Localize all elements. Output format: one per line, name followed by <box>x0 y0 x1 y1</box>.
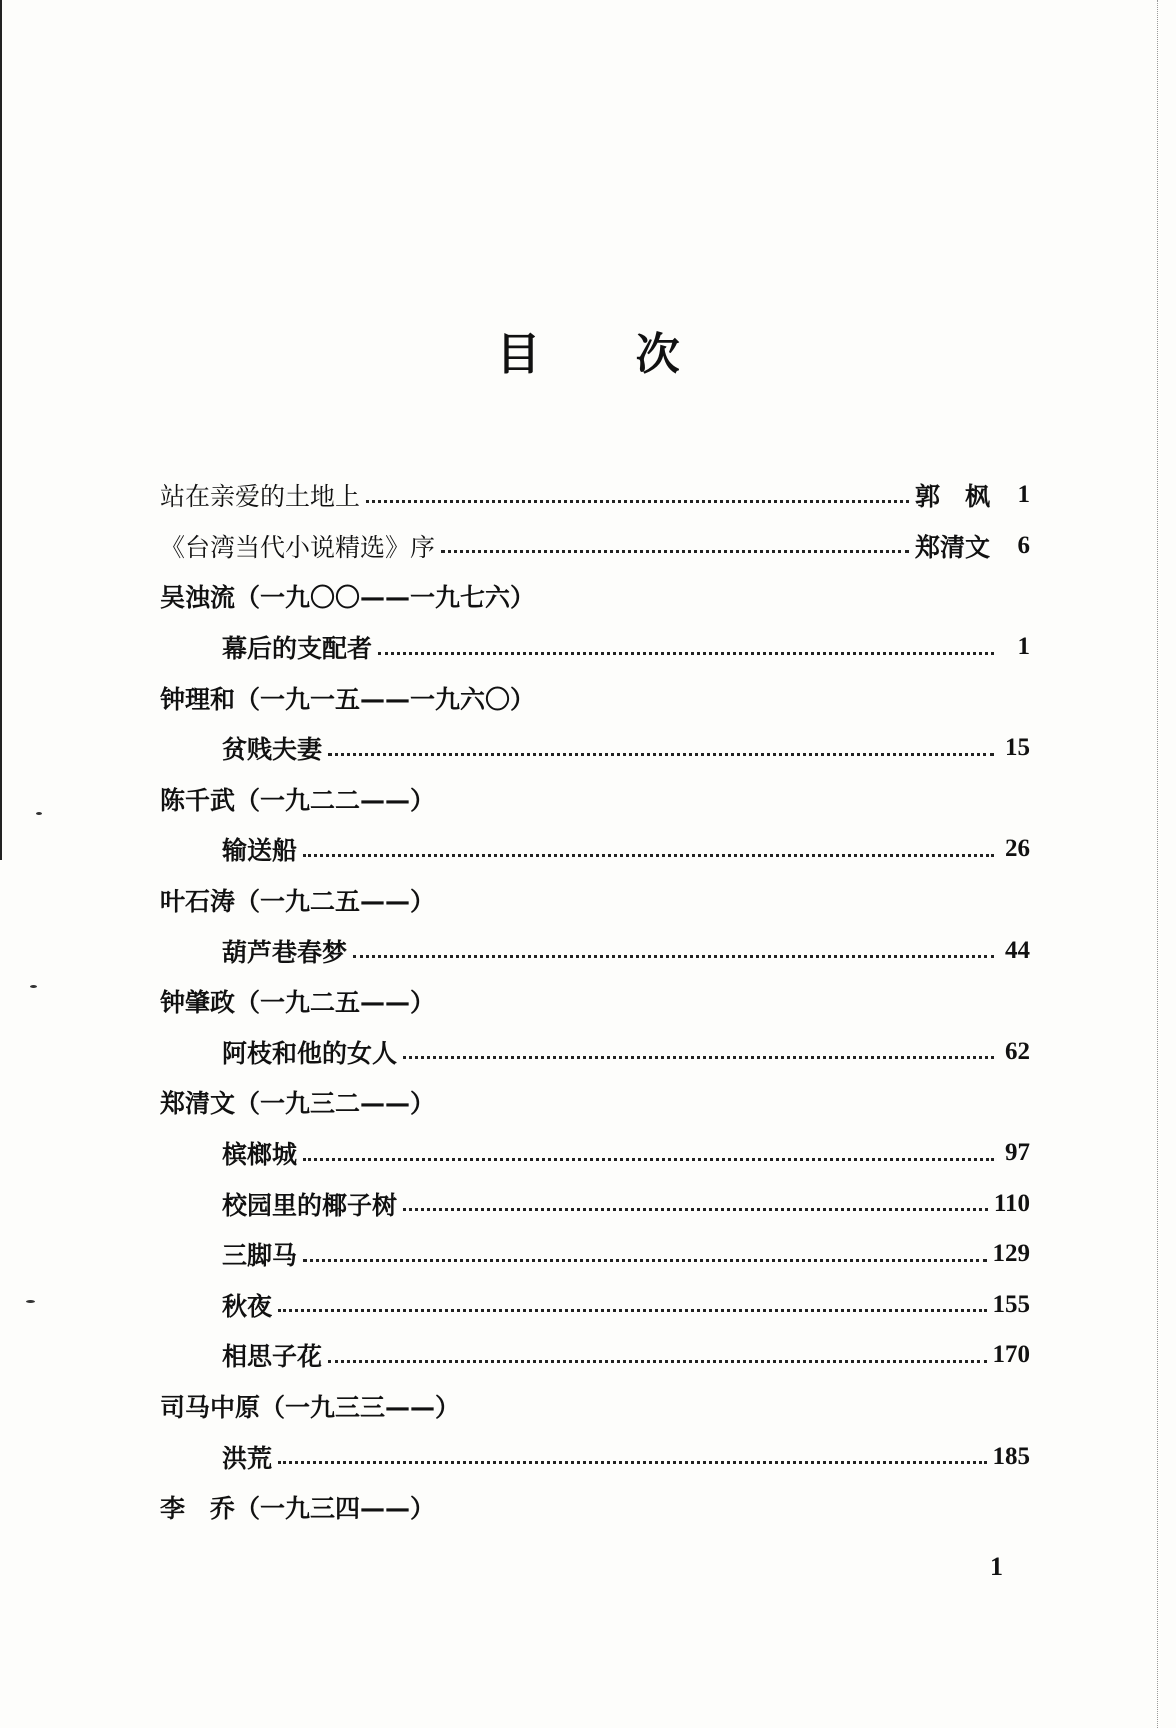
entry-page: 62 <box>1005 1037 1030 1065</box>
author-years: （一九二五——） <box>235 887 436 917</box>
dot-leader <box>403 1208 988 1211</box>
entry-title: 三脚马 <box>222 1241 298 1271</box>
entry-page: 170 <box>992 1341 1030 1369</box>
dot-leader <box>328 1360 986 1363</box>
toc-work-row[interactable] <box>160 1330 1030 1381</box>
author-years: （一九二五——） <box>235 988 436 1018</box>
entry-title: 相思子花 <box>222 1342 323 1372</box>
entry-page: 1 <box>1017 481 1030 509</box>
author-years: （一九一五——一九六〇） <box>235 684 536 714</box>
toc-work-row[interactable] <box>160 1431 1030 1482</box>
toc-author-row[interactable] <box>160 875 1030 926</box>
entry-page: 6 <box>1017 531 1030 559</box>
scan-speck <box>36 812 42 815</box>
author-name: 叶石涛 <box>160 887 236 917</box>
scan-edge <box>1156 0 1158 1728</box>
entry-title: 贫贱夫妻 <box>222 735 323 765</box>
author-years: （一九二二——） <box>235 785 436 815</box>
entry-title: 《台湾当代小说精选》序 <box>160 532 436 562</box>
toc-author-row[interactable] <box>160 774 1030 825</box>
dot-leader <box>353 955 994 958</box>
toc-front-row[interactable] <box>160 470 1030 521</box>
page-title: 目 次 <box>496 329 720 380</box>
entry-credit: 郭 枫 <box>914 482 990 512</box>
dot-leader <box>328 753 994 756</box>
entry-page: 44 <box>1005 936 1030 964</box>
dot-leader <box>303 1259 986 1262</box>
author-years: （一九〇〇——一九七六） <box>235 583 536 613</box>
dot-leader <box>303 1158 994 1161</box>
dot-leader <box>278 1461 986 1464</box>
scan-speck <box>30 985 37 988</box>
toc-work-row[interactable] <box>160 925 1030 976</box>
dot-leader <box>303 854 994 857</box>
toc-work-row[interactable] <box>160 1280 1030 1331</box>
toc-work-row[interactable] <box>160 622 1030 673</box>
author-name: 司马中原 <box>160 1392 261 1422</box>
entry-title: 幕后的支配者 <box>222 634 373 664</box>
entry-page: 110 <box>993 1189 1030 1217</box>
entry-page: 26 <box>1005 835 1030 863</box>
entry-page: 185 <box>992 1442 1030 1470</box>
entry-page: 97 <box>1005 1139 1030 1167</box>
author-years: （一九三三——） <box>260 1392 461 1422</box>
table-of-contents <box>160 470 1030 1532</box>
entry-title: 校园里的椰子树 <box>222 1190 398 1220</box>
entry-title: 输送船 <box>222 836 298 866</box>
toc-author-row[interactable] <box>160 1381 1030 1432</box>
toc-work-row[interactable] <box>160 1128 1030 1179</box>
entry-title: 槟榔城 <box>222 1140 298 1170</box>
entry-page: 155 <box>992 1290 1030 1318</box>
toc-work-row[interactable] <box>160 1027 1030 1078</box>
author-name: 郑清文 <box>160 1089 236 1119</box>
toc-work-row[interactable] <box>160 1229 1030 1280</box>
entry-page: 1 <box>1017 633 1030 661</box>
author-name: 李 乔 <box>160 1494 236 1524</box>
author-years: （一九三二——） <box>235 1089 436 1119</box>
entry-title: 洪荒 <box>222 1443 273 1473</box>
entry-page: 129 <box>992 1240 1030 1268</box>
entry-title: 阿枝和他的女人 <box>222 1038 398 1068</box>
entry-title: 站在亲爱的土地上 <box>160 482 361 512</box>
toc-author-row[interactable] <box>160 1482 1030 1533</box>
toc-front-row[interactable] <box>160 521 1030 572</box>
dot-leader <box>441 550 909 553</box>
page-edge-rule <box>0 0 2 860</box>
toc-work-row[interactable] <box>160 723 1030 774</box>
entry-credit: 郑清文 <box>914 532 990 562</box>
entry-page: 15 <box>1005 734 1030 762</box>
dot-leader <box>378 652 994 655</box>
toc-author-row[interactable] <box>160 1077 1030 1128</box>
entry-title: 葫芦巷春梦 <box>222 937 348 967</box>
page-number: 1 <box>990 1552 1003 1581</box>
author-name: 钟肇政 <box>160 988 236 1018</box>
toc-author-row[interactable] <box>160 571 1030 622</box>
scan-speck <box>26 1300 35 1303</box>
toc-work-row[interactable] <box>160 1178 1030 1229</box>
author-name: 吴浊流 <box>160 583 236 613</box>
dot-leader <box>366 500 909 503</box>
dot-leader <box>403 1056 994 1059</box>
toc-author-row[interactable] <box>160 976 1030 1027</box>
dot-leader <box>278 1309 986 1312</box>
entry-title: 秋夜 <box>222 1291 273 1321</box>
toc-work-row[interactable] <box>160 824 1030 875</box>
toc-author-row[interactable] <box>160 672 1030 723</box>
author-name: 陈千武 <box>160 785 236 815</box>
author-years: （一九三四——） <box>235 1494 436 1524</box>
author-name: 钟理和 <box>160 684 236 714</box>
